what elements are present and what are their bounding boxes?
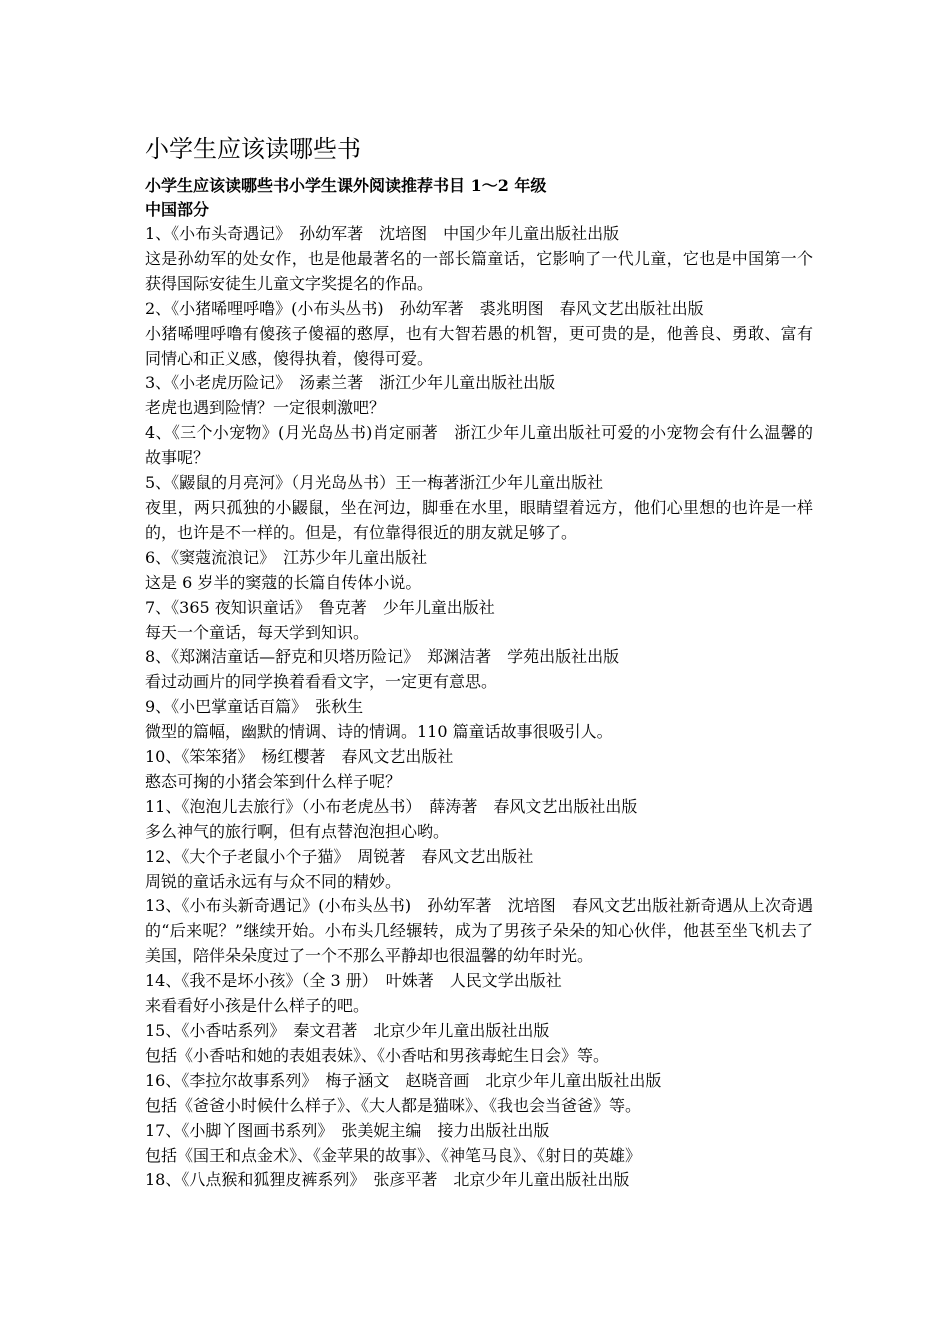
book-entry-description: 小猪唏哩呼噜有傻孩子傻福的憨厚，也有大智若愚的机智，更可贵的是，他善良、勇敢、富有同情心和正义感，傻得执着，傻得可爱。 <box>145 323 813 368</box>
book-entry-description: 这是 6 岁半的窦蔻的长篇自传体小说。 <box>145 572 422 592</box>
book-entry <box>145 297 813 372</box>
book-entry-heading: 15、《小香咕系列》 秦文君著 北京少年儿童出版社出版 <box>145 1021 550 1040</box>
section-heading: 中国部分 <box>145 200 210 219</box>
book-entry <box>145 1119 813 1169</box>
book-entry-heading: 1、《小布头奇遇记》 孙幼军著 沈培图 中国少年儿童出版社出版 <box>145 224 620 243</box>
book-entry-description: 多么神气的旅行啊，但有点替泡泡担心哟。 <box>145 821 450 841</box>
book-entry <box>145 795 813 845</box>
book-entry-heading: 3、《小老虎历险记》 汤素兰著 浙江少年儿童出版社出版 <box>145 373 556 393</box>
book-entry-description: 包括《国王和点金术》、《金苹果的故事》、《神笔马良》、《射日的英雄》 <box>145 1145 642 1165</box>
book-entry <box>145 546 813 596</box>
book-entry-heading: 8、《郑渊洁童话—舒克和贝塔历险记》 郑渊洁著 学苑出版社出版 <box>145 647 620 667</box>
book-entry <box>145 371 813 421</box>
book-entry <box>145 695 813 745</box>
document-body <box>145 133 813 1193</box>
book-entry <box>145 421 813 471</box>
book-entry-description: 老虎也遇到险情？一定很刺激吧？ <box>145 398 386 418</box>
book-entry <box>145 596 813 646</box>
book-entry-description: 夜里，两只孤独的小鼹鼠，坐在河边，脚垂在水里，眼睛望着远方，他们心里想的也许是一样的，也许是不一样的。但是，有位靠得很近的朋友就足够了。 <box>145 497 813 542</box>
book-entry-heading: 14、《我不是坏小孩》（全 3 册） 叶姝著 人民文学出版社 <box>145 971 562 991</box>
book-entry-heading: 12、《大个子老鼠小个子猫》 周锐著 春风文艺出版社 <box>145 846 534 866</box>
book-entry <box>145 222 813 297</box>
book-entry-heading: 13、《小布头新奇遇记》(小布头丛书) 孙幼军著 沈培图 春风文艺出版社新奇遇从上次奇遇的“后来呢？”继续开始。小布头几经辗转，成为了男孩子朵朵的知心伙伴，他甚至坐飞机去了美国，陪伴朵朵度过了一个不那么平静却也很温馨的幼年时光。 <box>145 896 813 966</box>
book-entry <box>145 845 813 895</box>
book-entry-description: 来看看好小孩是什么样子的吧。 <box>145 996 370 1016</box>
book-entry-heading: 10、《笨笨猪》 杨红樱著 春风文艺出版社 <box>145 747 454 767</box>
book-entry <box>145 1069 813 1119</box>
book-entry-heading: 18、《八点猴和狐狸皮裤系列》 张彦平著 北京少年儿童出版社出版 <box>145 1170 630 1190</box>
book-entry <box>145 969 813 1019</box>
book-entry <box>145 1019 813 1069</box>
book-entry-description: 每天一个童话，每天学到知识。 <box>145 622 370 642</box>
book-entry-heading: 7、《365 夜知识童话》 鲁克著 少年儿童出版社 <box>145 597 495 617</box>
book-entry-description: 微型的篇幅，幽默的情调、诗的情调。110 篇童话故事很吸引人。 <box>145 722 613 742</box>
book-entry-heading: 4、《三个小宠物》(月光岛丛书)肖定丽著 浙江少年儿童出版社可爱的小宠物会有什么温馨的故事呢？ <box>145 423 813 468</box>
book-entry-heading: 17、《小脚丫图画书系列》 张美妮主编 接力出版社出版 <box>145 1120 550 1140</box>
book-entry-description: 包括《爸爸小时候什么样子》、《大人都是猫咪》、《我也会当爸爸》等。 <box>145 1095 642 1115</box>
document-title: 小学生应该读哪些书 <box>145 135 361 163</box>
book-entry <box>145 471 813 546</box>
book-entry-description: 这是孙幼军的处女作，也是他最著名的一部长篇童话，它影响了一代儿童，它也是中国第一个获得国际安徒生儿童文字奖提名的作品。 <box>145 248 813 293</box>
book-entry-heading: 6、《窦蔻流浪记》 江苏少年儿童出版社 <box>145 547 428 567</box>
book-entry-heading: 9、《小巴掌童话百篇》 张秋生 <box>145 697 364 717</box>
book-entry <box>145 894 813 969</box>
book-entry <box>145 645 813 695</box>
book-entry-heading: 11、《泡泡儿去旅行》（小布老虎丛书） 薛涛著 春风文艺出版社出版 <box>145 796 638 816</box>
book-entry-description: 周锐的童话永远有与众不同的精妙。 <box>145 871 402 891</box>
document-subtitle: 小学生应该读哪些书小学生课外阅读推荐书目 1～2 年级 <box>145 176 547 195</box>
book-entry-heading: 2、《小猪唏哩呼噜》(小布头丛书) 孙幼军著 裘兆明图 春风文艺出版社出版 <box>145 298 704 318</box>
book-entry <box>145 1168 813 1193</box>
book-entry <box>145 745 813 795</box>
book-entry-heading: 5、《鼹鼠的月亮河》（月光岛丛书）王一梅著浙江少年儿童出版社 <box>145 473 604 493</box>
book-entry-description: 憨态可掬的小猪会笨到什么样子呢？ <box>145 771 402 791</box>
book-entry-heading: 16、《李拉尔故事系列》 梅子涵文 赵晓音画 北京少年儿童出版社出版 <box>145 1070 662 1090</box>
book-entry-description: 看过动画片的同学换着看看文字，一定更有意思。 <box>145 672 498 692</box>
book-entry-description: 包括《小香咕和她的表姐表妹》、《小香咕和男孩毒蛇生日会》等。 <box>145 1045 610 1065</box>
